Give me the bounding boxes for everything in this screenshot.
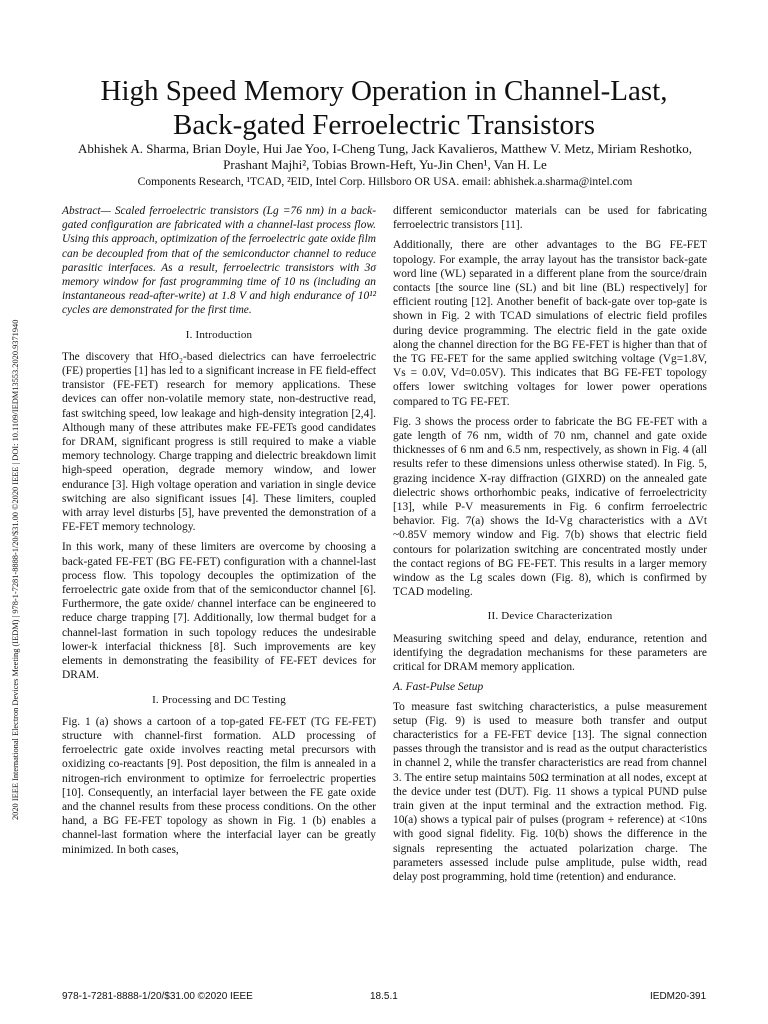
paper-title (0, 74, 768, 142)
right-column (393, 204, 707, 890)
left-column (62, 204, 376, 863)
side-copyright-note (8, 200, 28, 820)
processing-paragraph-1: Fig. 1 (a) shows a cartoon of a top-gated FE-FET (TG FE-FET) structure with channel-first formation. ALD processing of ferroelectric gate oxide involves reacting metal precursors with oxidizing co-reactants [9]. Post deposition, the film is annealed in a nitrogen-rich environment to optimize for ferroelectric properties [10]. Consequently, an interfacial layer between the FE gate oxide and the channel results from these process conditions. On the other hand, a BG FE-FET topology as shown in Fig. 1 (b) enables a channel-last formation where the interfacial layer can be greatly minimized. In both cases, (62, 715, 376, 856)
right-paragraph-1: different semiconductor materials can be used for fabricating ferroelectric transistors [11]. (393, 205, 707, 232)
footer-isbn: 978-1-7281-8888-1/20/$31.00 ©2020 IEEE (62, 991, 253, 1002)
abstract: Abstract— Scaled ferroelectric transistors (Lg =76 nm) in a back- gated configuration are fabricated with a channel-last process flow. Using this approach, optimization of the ferroelectric gate oxide film can be decoupled from that of the semiconductor channel to reduce parasitic interfaces. As a result, ferroelectric transistors with 3σ memory window for fast programming time of 10 ns (including an instantaneous read-after-write) at 1.8 V and high endurance of 10¹² cycles are demonstrated for the first time. (62, 205, 376, 317)
subsection-heading-fast-pulse: A. Fast-Pulse Setup (393, 681, 484, 694)
right-paragraph-4: Measuring switching speed and delay, endurance, retention and identifying the degradation mechanisms for these parameters are critical for DRAM memory application. (393, 632, 707, 674)
authors-line-2: Prashant Majhi², Tobias Brown-Heft, Yu-Jin Chen¹, Van H. Le (223, 157, 547, 172)
intro-paragraph-1: The discovery that HfO₂-based dielectrics can have ferroelectric (FE) properties [1] has led to a significant increase in FE field-effect transistor (FE-FET) research for memory applications. These devices can offer non-volatile memory state, non-destructive read, fast switching speed, low leakage and high-density integration [2,4]. Although many of these attributes make FE-FETs good candidates for DRAM, significant progress is still required to make a viable memory technology. Charge trapping and dielectric breakdown limit high-speed operation, degrade memory window, and lower endurance [3]. High voltage operation and variation in single device switching are also significant issues [4]. These limiters, coupled with array level disturbs [5], have prevented the demonstration of a FE-FET memory technology. (62, 350, 376, 534)
intro-paragraph-2: In this work, many of these limiters are overcome by choosing a back-gated FE-FET (BG FE-FET) configuration with a channel-last process flow. This topology decouples the optimization of the ferroelectric gate oxide from that of the semiconductor channel [6]. Furthermore, the gate oxide/ channel interface can be engineered to reduce charge trapping [7]. Additionally, low thermal budget for a channel-last formation in such topology reduces the undesirable lower-k interfacial thickness [8]. Such improvements are key elements in demonstrating the feasibility of FE-FET devices for DRAM. (62, 541, 376, 682)
right-paragraph-2: Additionally, there are other advantages to the BG FE-FET topology. For example, the array layout has the transistor back-gate word line (WL) separated in a different plane from the source/drain contacts [the source line (SL) and bit line (BL) respectively] for efficient routing [12]. Another benefit of back-gate over top-gate is shown in Fig. 2 with TCAD simulations of electric field profiles during device programming. The electric field in the gate oxide along the channel direction for the BG FE-FET is higher than that of the TG FE-FET for the same applied switching voltage (Vg=1.8V, Vs = 0.0V, Vd=0.05V). This indicates that BG FE-FET topology offers lower switching voltages for lower power operations compared to TG FE-FET. (393, 239, 707, 408)
footer-page-id: IEDM20-391 (650, 991, 707, 1002)
section-heading-device-characterization: II. Device Characterization (487, 610, 613, 623)
title-line-1: High Speed Memory Operation in Channel-Last, (100, 75, 668, 107)
right-paragraph-5: To measure fast switching characteristics, a pulse measurement setup (Fig. 9) is used to measure both transfer and output characteristics for a FE-FET device [13]. The signal connection passes through the transistor and is read as the output characteristics in channel 2, while the transfer characteristics are read from channel 3. The entire setup maintains 50Ω termination at all nodes, except at the device under test (DUT). Fig. 11 shows a typical PUND pulse train given at the input terminal and the extraction method. Fig. 10(a) shows a typical pair of pulses (program + reference) at <10ns with good signal fidelity. Fig. 10(b) shows the difference in the signals representing the actuated polarization charge. The parameters assessed include pulse amplitude, pulse width, read delay post programming, hold time (retention) and endurance. (393, 700, 707, 883)
right-paragraph-3: Fig. 3 shows the process order to fabricate the BG FE-FET with a gate length of 76 nm, width of 70 nm, channel and gate oxide thicknesses of 6 nm and 6.5 nm, respectively, as shown in Fig. 4 (all results refer to these dimensions unless otherwise stated). In Fig. 5, grazing incidence X-ray diffraction (GIXRD) on the annealed gate dielectric shows orthorhombic peaks, indicative of ferroelectricity [13], while P-V measurements in Fig. 6 confirm ferroelectric behavior. Fig. 7(a) shows the Id-Vg characteristics with a ΔVt ~0.85V memory window and Fig. 7(b) shows that electric field contours for polarization switching are concentrated mostly under the contact regions of BG FE-FET. This results in a larger memory window as the Lg scales down (Fig. 8), which is confirmed by TCAD modeling. (393, 415, 707, 599)
side-note-text: 2020 IEEE International Electron Devices Meeting (IEDM) | 978-1-7281-8888-1/20/$31.00 ©2020 IEEE | DOI: 10.1109/IEDM13553.2020.9371940 (11, 319, 20, 820)
authors-line-1: Abhishek A. Sharma, Brian Doyle, Hui Jae Yoo, I-Cheng Tung, Jack Kavalieros, Matthew V. Metz, Miriam Reshotko, (77, 141, 693, 156)
footer-section-number: 18.5.1 (370, 991, 398, 1002)
affiliation: Components Research, ¹TCAD, ²EID, Intel Corp. Hillsboro OR USA. email: abhishek.a.sharma@intel.com (137, 176, 633, 188)
author-list (40, 141, 730, 173)
section-heading-processing: I. Processing and DC Testing (152, 693, 286, 706)
section-heading-introduction: I. Introduction (185, 328, 253, 341)
title-line-2: Back-gated Ferroelectric Transistors (172, 109, 595, 141)
